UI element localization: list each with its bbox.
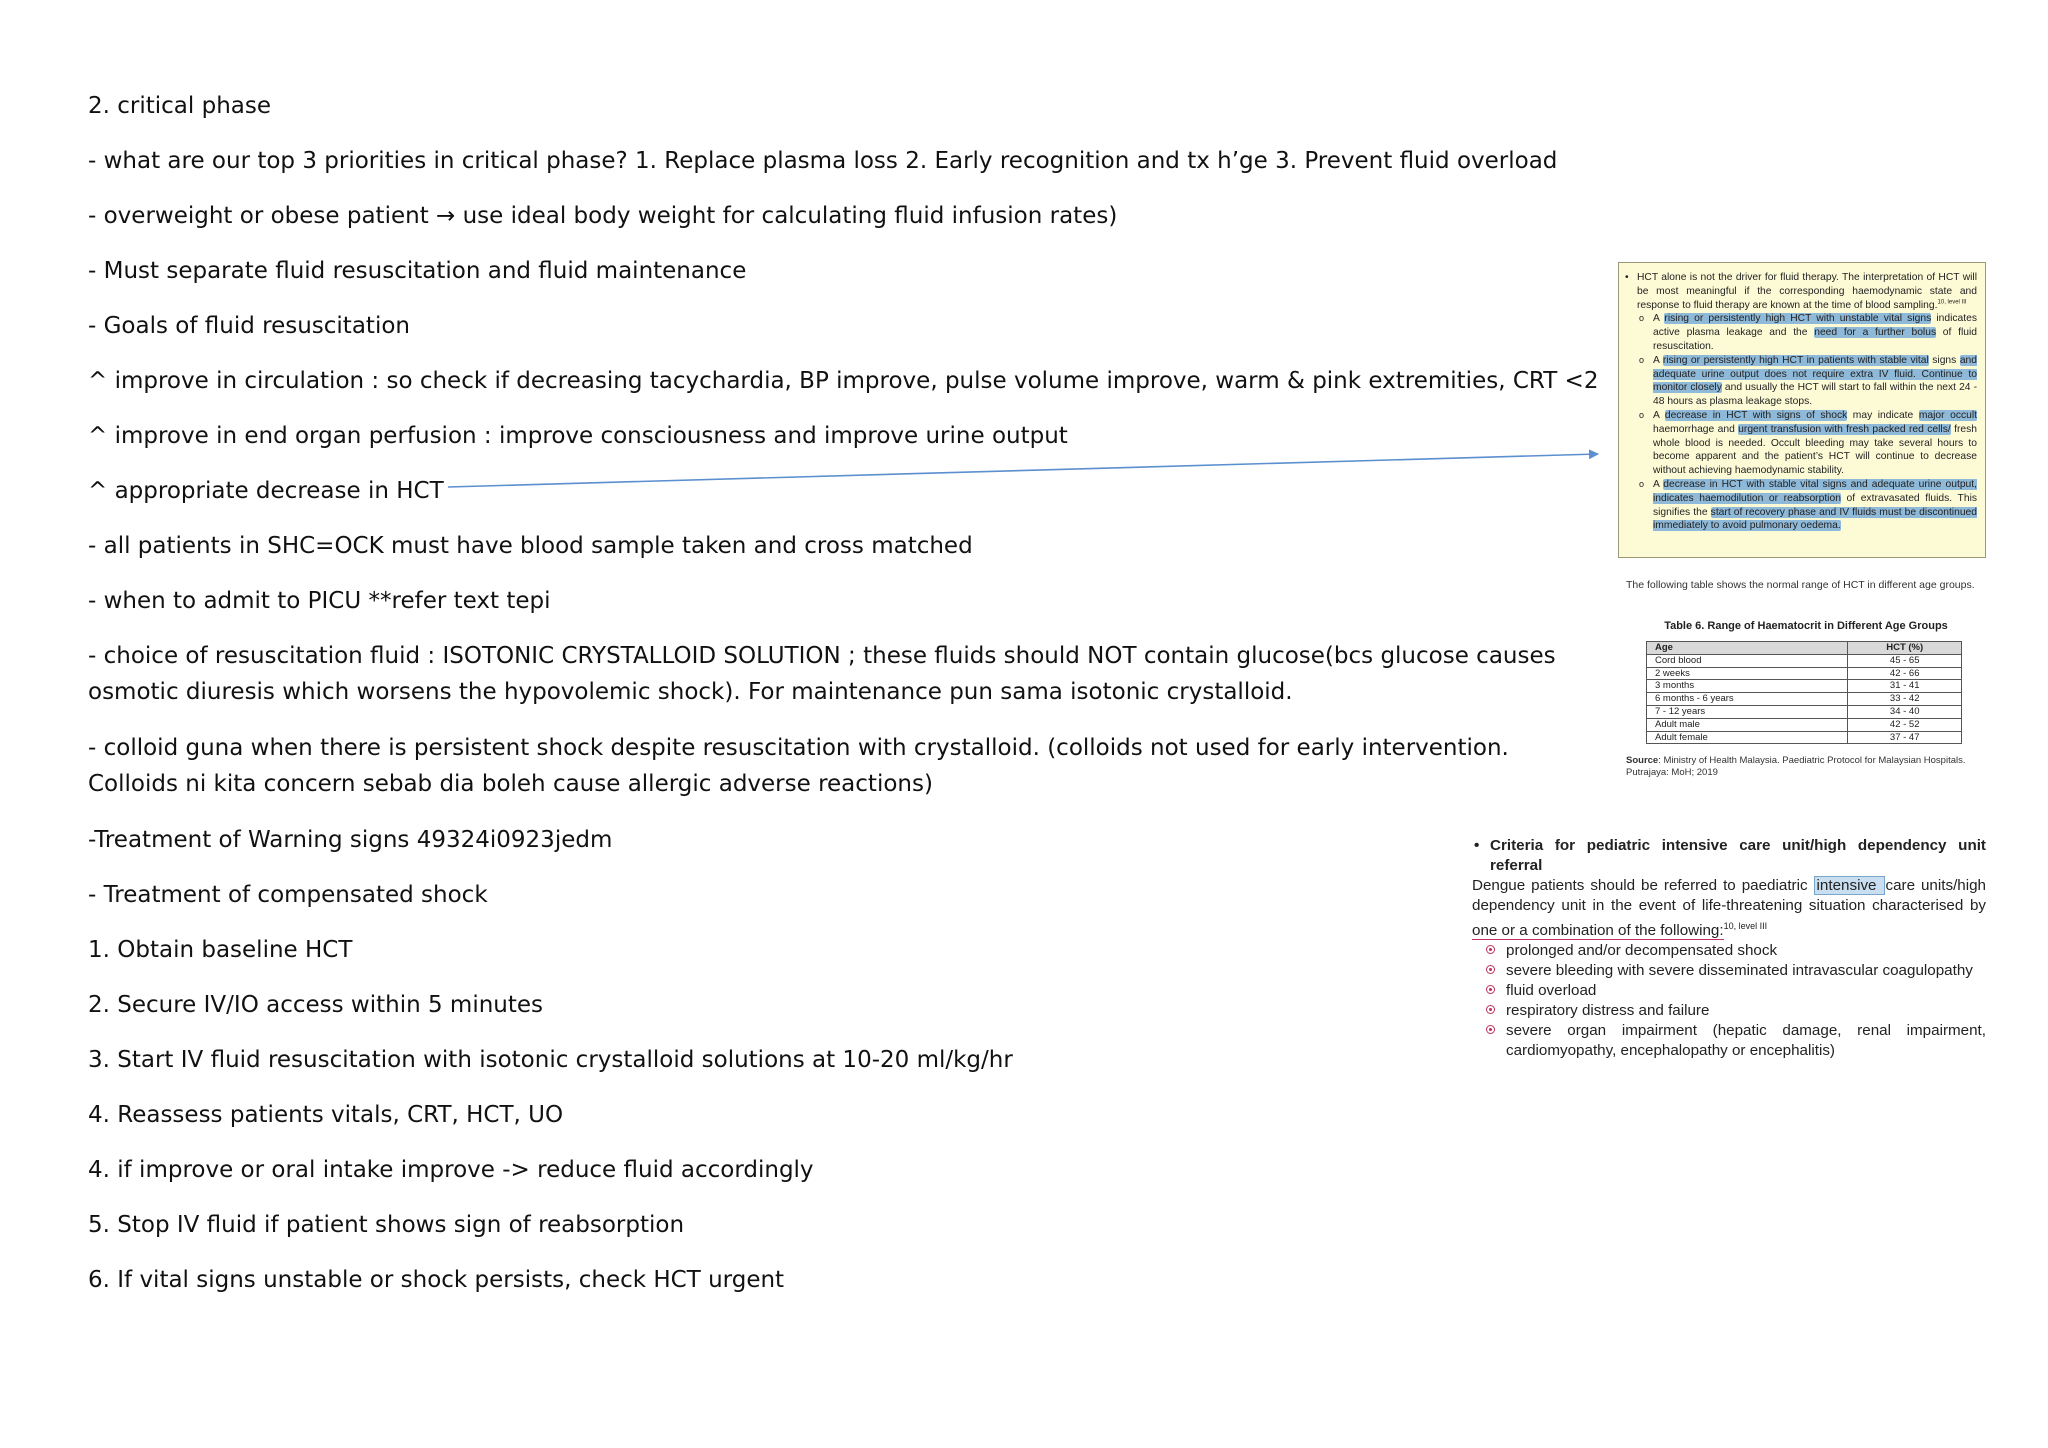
list-item: fluid overload <box>1506 981 1986 1001</box>
note-line: - Must separate fluid resuscitation and fluid maintenance <box>88 258 747 284</box>
note-line: - Treatment of compensated shock <box>88 882 488 908</box>
table-row <box>1647 693 1962 706</box>
list-item: severe organ impairment (hepatic damage, renal impairment, cardiomyopathy, encephalopathy or encephalitis) <box>1506 1021 1986 1061</box>
hct-range-table <box>1646 641 1962 744</box>
bullet-icon <box>1486 1005 1495 1014</box>
excerpt-point: o A decrease in HCT with stable vital signs and adequate urine output, indicates haemodilution or reabsorption of extravasated fluids. This signifies the start of recovery phase and IV fluids must be discontinued immediately to avoid pulmonary oedema. <box>1625 478 1977 533</box>
table-cell: 45 - 65 <box>1848 654 1962 667</box>
table-row <box>1647 718 1962 731</box>
column-header: HCT (%) <box>1848 642 1962 655</box>
note-line: - when to admit to PICU **refer text tepi <box>88 588 551 614</box>
hct-interpretation-excerpt <box>1618 262 1986 558</box>
table-cell: 3 months <box>1647 680 1848 693</box>
list-item: severe bleeding with severe disseminated intravascular coagulopathy <box>1506 961 1986 981</box>
table-cell: 34 - 40 <box>1848 705 1962 718</box>
note-line: ^ appropriate decrease in HCT <box>88 478 444 504</box>
table-cell: 42 - 66 <box>1848 667 1962 680</box>
note-step: 6. If vital signs unstable or shock persists, check HCT urgent <box>88 1267 785 1293</box>
table-row <box>1647 705 1962 718</box>
criteria-list <box>1472 941 1986 1061</box>
criteria-text: Dengue patients should be referred to paediatric intensive care units/high dependency unit in the event of life-threatening situation characterised by one or a combination of the following:$^{10, level III}$ <box>1472 877 1986 940</box>
table-cell: 42 - 52 <box>1848 718 1962 731</box>
column-header: Age <box>1647 642 1848 655</box>
note-line: ^ improve in end organ perfusion : improve consciousness and improve urine output <box>88 423 1068 449</box>
excerpt-point: o A rising or persistently high HCT with unstable vital signs indicates active plasma leakage and the need for a further bolus of fluid resuscitation. <box>1625 312 1977 353</box>
table-header-row <box>1647 642 1962 655</box>
table-cell: 6 months - 6 years <box>1647 693 1848 706</box>
table-cell: 33 - 42 <box>1848 693 1962 706</box>
note-line: ^ improve in circulation : so check if decreasing tacychardia, BP improve, pulse volume improve, warm & pink extremities, CRT <2 <box>88 368 1599 394</box>
note-step: 1. Obtain baseline HCT <box>88 937 353 963</box>
table-row <box>1647 731 1962 744</box>
picu-referral-criteria <box>1472 836 1986 1061</box>
list-item: prolonged and/or decompensated shock <box>1506 941 1986 961</box>
table-row <box>1647 680 1962 693</box>
table-cell: 7 - 12 years <box>1647 705 1848 718</box>
note-line: - what are our top 3 priorities in critical phase? 1. Replace plasma loss 2. Early recognition and tx h’ge 3. Prevent fluid overload <box>88 148 1558 174</box>
bullet-icon <box>1486 985 1495 994</box>
note-step: 2. Secure IV/IO access within 5 minutes <box>88 992 544 1018</box>
note-line: - Goals of fluid resuscitation <box>88 313 410 339</box>
excerpt-point: o A rising or persistently high HCT in patients with stable vital signs and adequate urine output does not require extra IV fluid. Continue to monitor closely and usually the HCT will start to fall within the next 24 - 48 hours as plasma leakage stops. <box>1625 354 1977 409</box>
table-cell: 37 - 47 <box>1848 731 1962 744</box>
note-paragraph: - choice of resuscitation fluid : ISOTONIC CRYSTALLOID SOLUTION ; these fluids should NOT contain glucose(bcs glucose causes osmotic diuresis which worsens the hypovolemic shock). For maintenance pun sama isotonic crystalloid. <box>88 643 1556 705</box>
table-row <box>1647 654 1962 667</box>
note-step: 4. Reassess patients vitals, CRT, HCT, UO <box>88 1102 564 1128</box>
bullet-icon <box>1486 945 1495 954</box>
bullet-icon <box>1486 965 1495 974</box>
note-step: 5. Stop IV fluid if patient shows sign of reabsorption <box>88 1212 685 1238</box>
list-item: respiratory distress and failure <box>1506 1001 1986 1021</box>
excerpt-point: o A decrease in HCT with signs of shock may indicate major occult haemorrhage and urgent transfusion with fresh packed red cells/ fresh whole blood is needed. Occult bleeding may take several hours to become apparent and the patient’s HCT will continue to decrease without achieving haemodynamic stability. <box>1625 409 1977 478</box>
table-cell: 31 - 41 <box>1848 680 1962 693</box>
table-cell: Adult male <box>1647 718 1848 731</box>
note-step: 3. Start IV fluid resuscitation with isotonic crystalloid solutions at 10-20 ml/kg/hr <box>88 1047 1013 1073</box>
table-title: Table 6. Range of Haematocrit in Different Age Groups <box>1664 620 1948 632</box>
table-row <box>1647 667 1962 680</box>
note-line: - overweight or obese patient → use ideal body weight for calculating fluid infusion rates) <box>88 203 1118 229</box>
table-cell: Adult female <box>1647 731 1848 744</box>
excerpt-intro: • HCT alone is not the driver for fluid therapy. The interpretation of HCT will be most meaningful if the corresponding haemodynamic state and response to fluid therapy are known at the time of blood sampling.$^{10, level III}$ <box>1625 271 1977 312</box>
note-step: 4. if improve or oral intake improve -> reduce fluid accordingly <box>88 1157 814 1183</box>
criteria-heading: • Criteria for pediatric intensive care unit/high dependency unit referral <box>1472 836 1986 876</box>
table-cell: Cord blood <box>1647 654 1848 667</box>
note-line: -Treatment of Warning signs 49324i0923jedm <box>88 827 613 853</box>
table-intro: The following table shows the normal range of HCT in different age groups. <box>1626 579 1975 591</box>
note-line: 2. critical phase <box>88 93 272 119</box>
note-paragraph: - colloid guna when there is persistent shock despite resuscitation with crystalloid. (colloids not used for early intervention. Colloids ni kita concern sebab dia boleh cause allergic adverse reactions) <box>88 735 1509 797</box>
bullet-icon <box>1486 1025 1495 1034</box>
note-line: - all patients in SHC=OCK must have blood sample taken and cross matched <box>88 533 973 559</box>
table-source: Source: Ministry of Health Malaysia. Paediatric Protocol for Malaysian Hospitals. Putrajaya: MoH; 2019 <box>1626 755 1966 778</box>
table-cell: 2 weeks <box>1647 667 1848 680</box>
